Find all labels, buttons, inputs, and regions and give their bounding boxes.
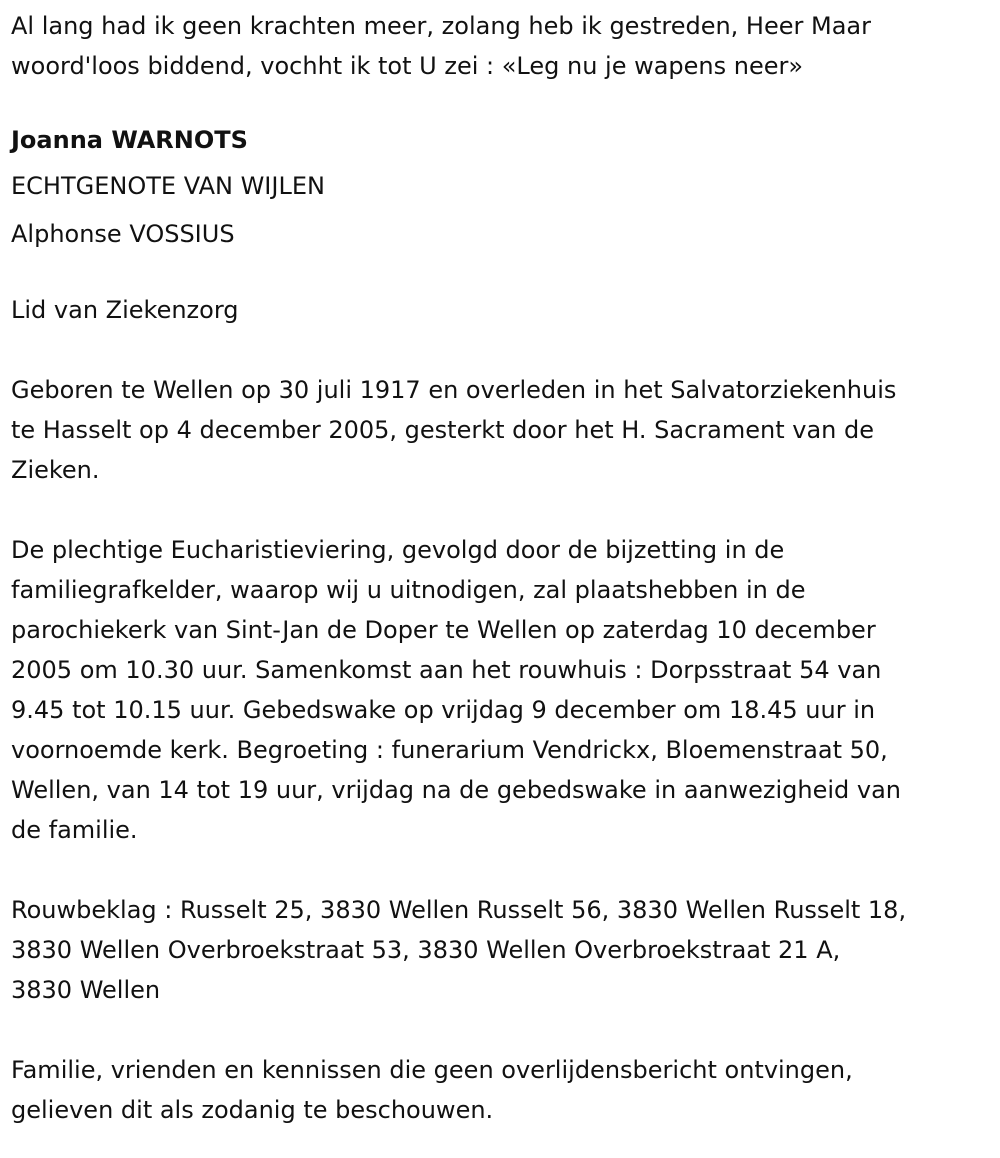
birth-death-section <box>11 370 989 490</box>
funeral-line: voornoemde kerk. Begroeting : funerarium Vendrickx, Bloemenstraat 50, <box>11 736 888 764</box>
funeral-section <box>11 530 989 850</box>
birth-death-line: te Hasselt op 4 december 2005, gesterkt door het H. Sacrament van de <box>11 416 874 444</box>
mourning-section <box>11 890 989 1010</box>
spacer <box>11 850 989 890</box>
poem-section <box>11 6 989 86</box>
spacer <box>11 490 989 530</box>
membership-section <box>11 290 989 330</box>
notice-line: gelieven dit als zodanig te beschouwen. <box>11 1096 494 1124</box>
deceased-section <box>11 118 989 258</box>
notice-line: Familie, vrienden en kennissen die geen overlijdensbericht ontvingen, <box>11 1056 853 1084</box>
deceased-relation: ECHTGENOTE VAN WIJLEN <box>11 172 325 200</box>
funeral-line: de familie. <box>11 816 138 844</box>
funeral-line: De plechtige Eucharistieviering, gevolgd door de bijzetting in de <box>11 536 785 564</box>
membership-text: Lid van Ziekenzorg <box>11 296 239 324</box>
deceased-name: Joanna WARNOTS <box>11 126 248 154</box>
notice-section <box>11 1050 989 1130</box>
funeral-line: 2005 om 10.30 uur. Samenkomst aan het rouwhuis : Dorpsstraat 54 van <box>11 656 882 684</box>
mourning-line: 3830 Wellen <box>11 976 161 1004</box>
funeral-line: parochiekerk van Sint-Jan de Doper te Wellen op zaterdag 10 december <box>11 616 876 644</box>
spouse-name: Alphonse VOSSIUS <box>11 220 235 248</box>
birth-death-line: Geboren te Wellen op 30 juli 1917 en overleden in het Salvatorziekenhuis <box>11 376 897 404</box>
poem-line: woord'loos biddend, vochht ik tot U zei : «Leg nu je wapens neer» <box>11 52 804 80</box>
birth-death-line: Zieken. <box>11 456 100 484</box>
spacer <box>11 330 989 370</box>
funeral-line: 9.45 tot 10.15 uur. Gebedswake op vrijdag 9 december om 18.45 uur in <box>11 696 876 724</box>
funeral-line: Wellen, van 14 tot 19 uur, vrijdag na de gebedswake in aanwezigheid van <box>11 776 901 804</box>
funeral-line: familiegrafkelder, waarop wij u uitnodigen, zal plaatshebben in de <box>11 576 806 604</box>
spacer <box>11 86 989 118</box>
spacer <box>11 258 989 290</box>
spacer <box>11 1010 989 1050</box>
mourning-line: Rouwbeklag : Russelt 25, 3830 Wellen Russelt 56, 3830 Wellen Russelt 18, <box>11 896 907 924</box>
poem-line: Al lang had ik geen krachten meer, zolang heb ik gestreden, Heer Maar <box>11 12 871 40</box>
mourning-line: 3830 Wellen Overbroekstraat 53, 3830 Wellen Overbroekstraat 21 A, <box>11 936 841 964</box>
